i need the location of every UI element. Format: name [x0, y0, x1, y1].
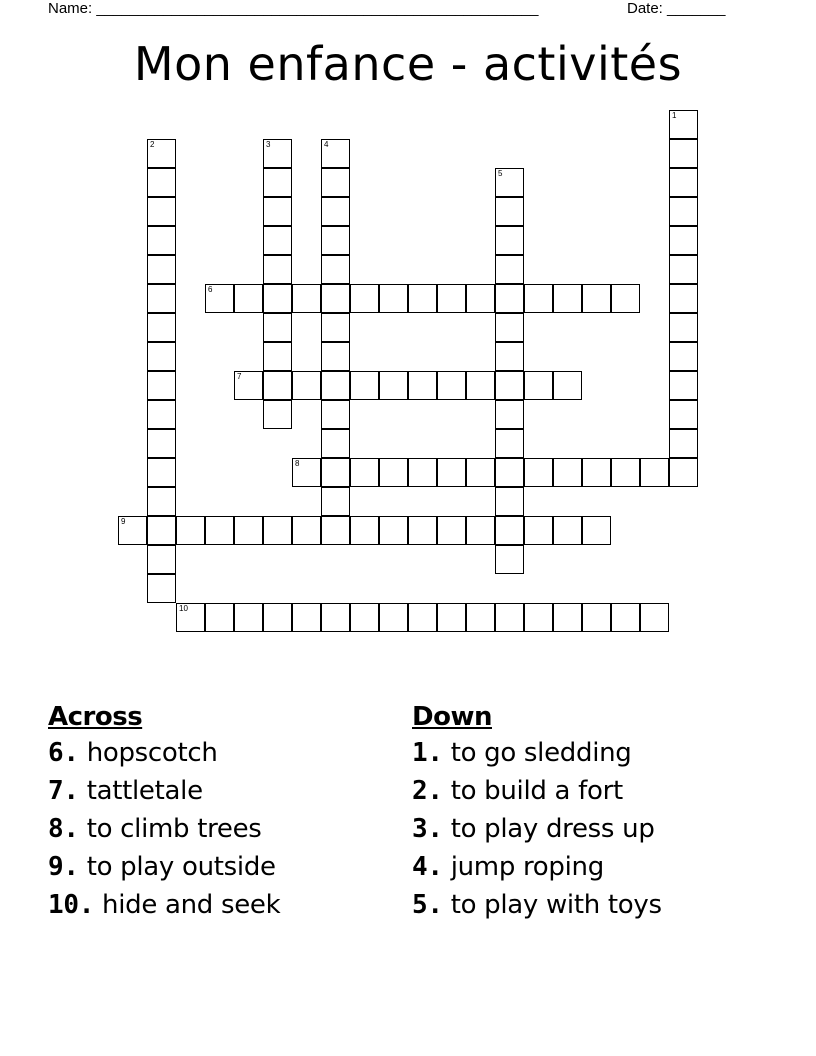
grid-cell[interactable]	[350, 371, 379, 400]
grid-cell[interactable]	[466, 458, 495, 487]
grid-cell[interactable]	[437, 458, 466, 487]
grid-cell[interactable]	[669, 226, 698, 255]
grid-cell[interactable]	[147, 168, 176, 197]
grid-cell[interactable]	[263, 400, 292, 429]
grid-cell[interactable]	[379, 458, 408, 487]
grid-cell[interactable]	[147, 516, 176, 545]
grid-cell[interactable]	[292, 603, 321, 632]
grid-cell[interactable]	[669, 342, 698, 371]
grid-cell[interactable]	[176, 516, 205, 545]
grid-cell[interactable]	[292, 371, 321, 400]
cell-number: 3	[266, 140, 271, 149]
grid-cell[interactable]	[321, 168, 350, 197]
grid-cell[interactable]	[437, 284, 466, 313]
clue-number: 8.	[48, 814, 79, 844]
grid-cell[interactable]	[582, 284, 611, 313]
clue-text: jump roping	[450, 852, 604, 882]
grid-cell[interactable]	[408, 603, 437, 632]
grid-cell[interactable]	[147, 371, 176, 400]
grid-cell[interactable]	[495, 197, 524, 226]
grid-cell[interactable]	[437, 516, 466, 545]
grid-cell[interactable]	[582, 458, 611, 487]
grid-cell[interactable]	[495, 313, 524, 342]
grid-cell[interactable]	[350, 603, 379, 632]
grid-cell[interactable]	[669, 400, 698, 429]
grid-cell[interactable]	[234, 603, 263, 632]
grid-cell[interactable]	[669, 284, 698, 313]
grid-cell[interactable]	[147, 255, 176, 284]
grid-cell[interactable]	[553, 284, 582, 313]
grid-cell[interactable]	[263, 197, 292, 226]
grid-cell[interactable]	[495, 429, 524, 458]
grid-cell[interactable]	[147, 313, 176, 342]
grid-cell[interactable]	[524, 516, 553, 545]
grid-cell[interactable]	[553, 371, 582, 400]
grid-cell[interactable]	[350, 284, 379, 313]
grid-cell[interactable]	[495, 255, 524, 284]
grid-cell[interactable]	[321, 255, 350, 284]
grid-cell[interactable]	[147, 342, 176, 371]
grid-cell[interactable]	[321, 429, 350, 458]
grid-cell[interactable]	[147, 139, 176, 168]
grid-cell[interactable]	[466, 284, 495, 313]
cell-number: 1	[672, 111, 677, 120]
grid-cell[interactable]	[524, 458, 553, 487]
grid-cell[interactable]	[292, 516, 321, 545]
cell-number: 4	[324, 140, 329, 149]
clue-text: hopscotch	[86, 738, 218, 768]
clue-down-4	[412, 848, 792, 886]
grid-cell[interactable]	[350, 458, 379, 487]
grid-cell[interactable]	[495, 284, 524, 313]
grid-cell[interactable]	[495, 487, 524, 516]
grid-cell[interactable]	[321, 487, 350, 516]
grid-cell[interactable]	[321, 603, 350, 632]
grid-cell[interactable]	[263, 226, 292, 255]
cell-number: 8	[295, 459, 300, 468]
cell-number: 7	[237, 372, 242, 381]
puzzle-title: Mon enfance - activités	[133, 37, 683, 91]
grid-cell[interactable]	[147, 545, 176, 574]
grid-cell[interactable]	[263, 139, 292, 168]
grid-cell[interactable]	[495, 371, 524, 400]
clue-text: to climb trees	[86, 814, 262, 844]
grid-cell[interactable]	[408, 516, 437, 545]
grid-cell[interactable]	[263, 371, 292, 400]
clue-down-1	[412, 734, 792, 772]
clue-number: 3.	[412, 814, 443, 844]
clue-across-8	[48, 810, 388, 848]
cell-number: 6	[208, 285, 213, 294]
grid-cell[interactable]	[205, 603, 234, 632]
clue-down-5	[412, 886, 792, 924]
grid-cell[interactable]	[495, 516, 524, 545]
across-clues	[48, 700, 388, 924]
grid-cell[interactable]	[669, 458, 698, 487]
grid-cell[interactable]	[234, 284, 263, 313]
grid-cell[interactable]	[495, 603, 524, 632]
grid-cell[interactable]	[321, 313, 350, 342]
grid-cell[interactable]	[495, 168, 524, 197]
clue-across-7	[48, 772, 388, 810]
clue-number: 5.	[412, 890, 443, 920]
grid-cell[interactable]	[408, 284, 437, 313]
grid-cell[interactable]	[147, 197, 176, 226]
across-heading: Across	[48, 702, 143, 732]
cell-number: 9	[121, 517, 126, 526]
clue-across-9	[48, 848, 388, 886]
grid-cell[interactable]	[263, 255, 292, 284]
grid-cell[interactable]	[205, 516, 234, 545]
grid-cell[interactable]	[495, 400, 524, 429]
date-field: Date: _______	[627, 0, 726, 17]
grid-cell[interactable]	[234, 371, 263, 400]
grid-cell[interactable]	[553, 603, 582, 632]
grid-cell[interactable]	[263, 313, 292, 342]
grid-cell[interactable]	[321, 400, 350, 429]
grid-cell[interactable]	[582, 516, 611, 545]
grid-cell[interactable]	[263, 342, 292, 371]
grid-cell[interactable]	[611, 603, 640, 632]
grid-cell[interactable]	[466, 371, 495, 400]
grid-cell[interactable]	[147, 226, 176, 255]
grid-cell[interactable]	[321, 226, 350, 255]
grid-cell[interactable]	[350, 516, 379, 545]
grid-cell[interactable]	[292, 458, 321, 487]
grid-cell[interactable]	[582, 603, 611, 632]
grid-cell[interactable]	[466, 516, 495, 545]
grid-cell[interactable]	[669, 168, 698, 197]
grid-cell[interactable]	[524, 603, 553, 632]
grid-cell[interactable]	[263, 284, 292, 313]
grid-cell[interactable]	[321, 197, 350, 226]
grid-cell[interactable]	[495, 545, 524, 574]
cell-number: 2	[150, 140, 155, 149]
clue-number: 4.	[412, 852, 443, 882]
grid-cell[interactable]	[147, 487, 176, 516]
grid-cell[interactable]	[147, 458, 176, 487]
grid-cell[interactable]	[379, 603, 408, 632]
clue-down-3	[412, 810, 792, 848]
grid-cell[interactable]	[321, 458, 350, 487]
grid-cell[interactable]	[321, 516, 350, 545]
grid-cell[interactable]	[379, 371, 408, 400]
clue-down-2	[412, 772, 792, 810]
clue-number: 10.	[48, 890, 95, 920]
grid-cell[interactable]	[495, 458, 524, 487]
down-clues	[412, 700, 792, 924]
grid-cell[interactable]	[263, 168, 292, 197]
grid-cell[interactable]	[118, 516, 147, 545]
grid-cell[interactable]	[640, 603, 669, 632]
grid-cell[interactable]	[669, 313, 698, 342]
clue-number: 7.	[48, 776, 79, 806]
grid-cell[interactable]	[321, 371, 350, 400]
name-field: Name: _____________________________________________________	[48, 0, 539, 17]
grid-cell[interactable]	[669, 429, 698, 458]
clue-across-6	[48, 734, 388, 772]
grid-cell[interactable]	[437, 603, 466, 632]
grid-cell[interactable]	[176, 603, 205, 632]
grid-cell[interactable]	[669, 255, 698, 284]
grid-cell[interactable]	[669, 371, 698, 400]
clue-number: 2.	[412, 776, 443, 806]
clue-number: 6.	[48, 738, 79, 768]
grid-cell[interactable]	[524, 371, 553, 400]
grid-cell[interactable]	[379, 284, 408, 313]
grid-cell[interactable]	[669, 110, 698, 139]
grid-cell[interactable]	[379, 516, 408, 545]
grid-cell[interactable]	[147, 400, 176, 429]
grid-cell[interactable]	[292, 284, 321, 313]
clue-text: to go sledding	[450, 738, 632, 768]
clue-across-10	[48, 886, 388, 924]
grid-cell[interactable]	[321, 139, 350, 168]
clue-text: hide and seek	[102, 890, 281, 920]
grid-cell[interactable]	[147, 574, 176, 603]
clue-number: 1.	[412, 738, 443, 768]
clue-text: to play with toys	[450, 890, 662, 920]
grid-cell[interactable]	[640, 458, 669, 487]
down-heading: Down	[412, 702, 492, 732]
grid-cell[interactable]	[466, 603, 495, 632]
clue-text: to build a fort	[450, 776, 623, 806]
grid-cell[interactable]	[611, 458, 640, 487]
clue-text: to play outside	[86, 852, 276, 882]
grid-cell[interactable]	[524, 284, 553, 313]
grid-cell[interactable]	[234, 516, 263, 545]
grid-cell[interactable]	[553, 458, 582, 487]
clue-text: tattletale	[86, 776, 203, 806]
grid-cell[interactable]	[669, 139, 698, 168]
grid-cell[interactable]	[495, 342, 524, 371]
grid-cell[interactable]	[321, 342, 350, 371]
grid-cell[interactable]	[263, 516, 292, 545]
grid-cell[interactable]	[553, 516, 582, 545]
cell-number: 10	[179, 604, 188, 613]
grid-cell[interactable]	[321, 284, 350, 313]
grid-cell[interactable]	[263, 603, 292, 632]
grid-cell[interactable]	[495, 226, 524, 255]
grid-cell[interactable]	[147, 284, 176, 313]
clue-number: 9.	[48, 852, 79, 882]
grid-cell[interactable]	[408, 458, 437, 487]
grid-cell[interactable]	[611, 284, 640, 313]
cell-number: 5	[498, 169, 503, 178]
clue-text: to play dress up	[450, 814, 655, 844]
grid-cell[interactable]	[437, 371, 466, 400]
grid-cell[interactable]	[147, 429, 176, 458]
grid-cell[interactable]	[669, 197, 698, 226]
grid-cell[interactable]	[205, 284, 234, 313]
grid-cell[interactable]	[408, 371, 437, 400]
